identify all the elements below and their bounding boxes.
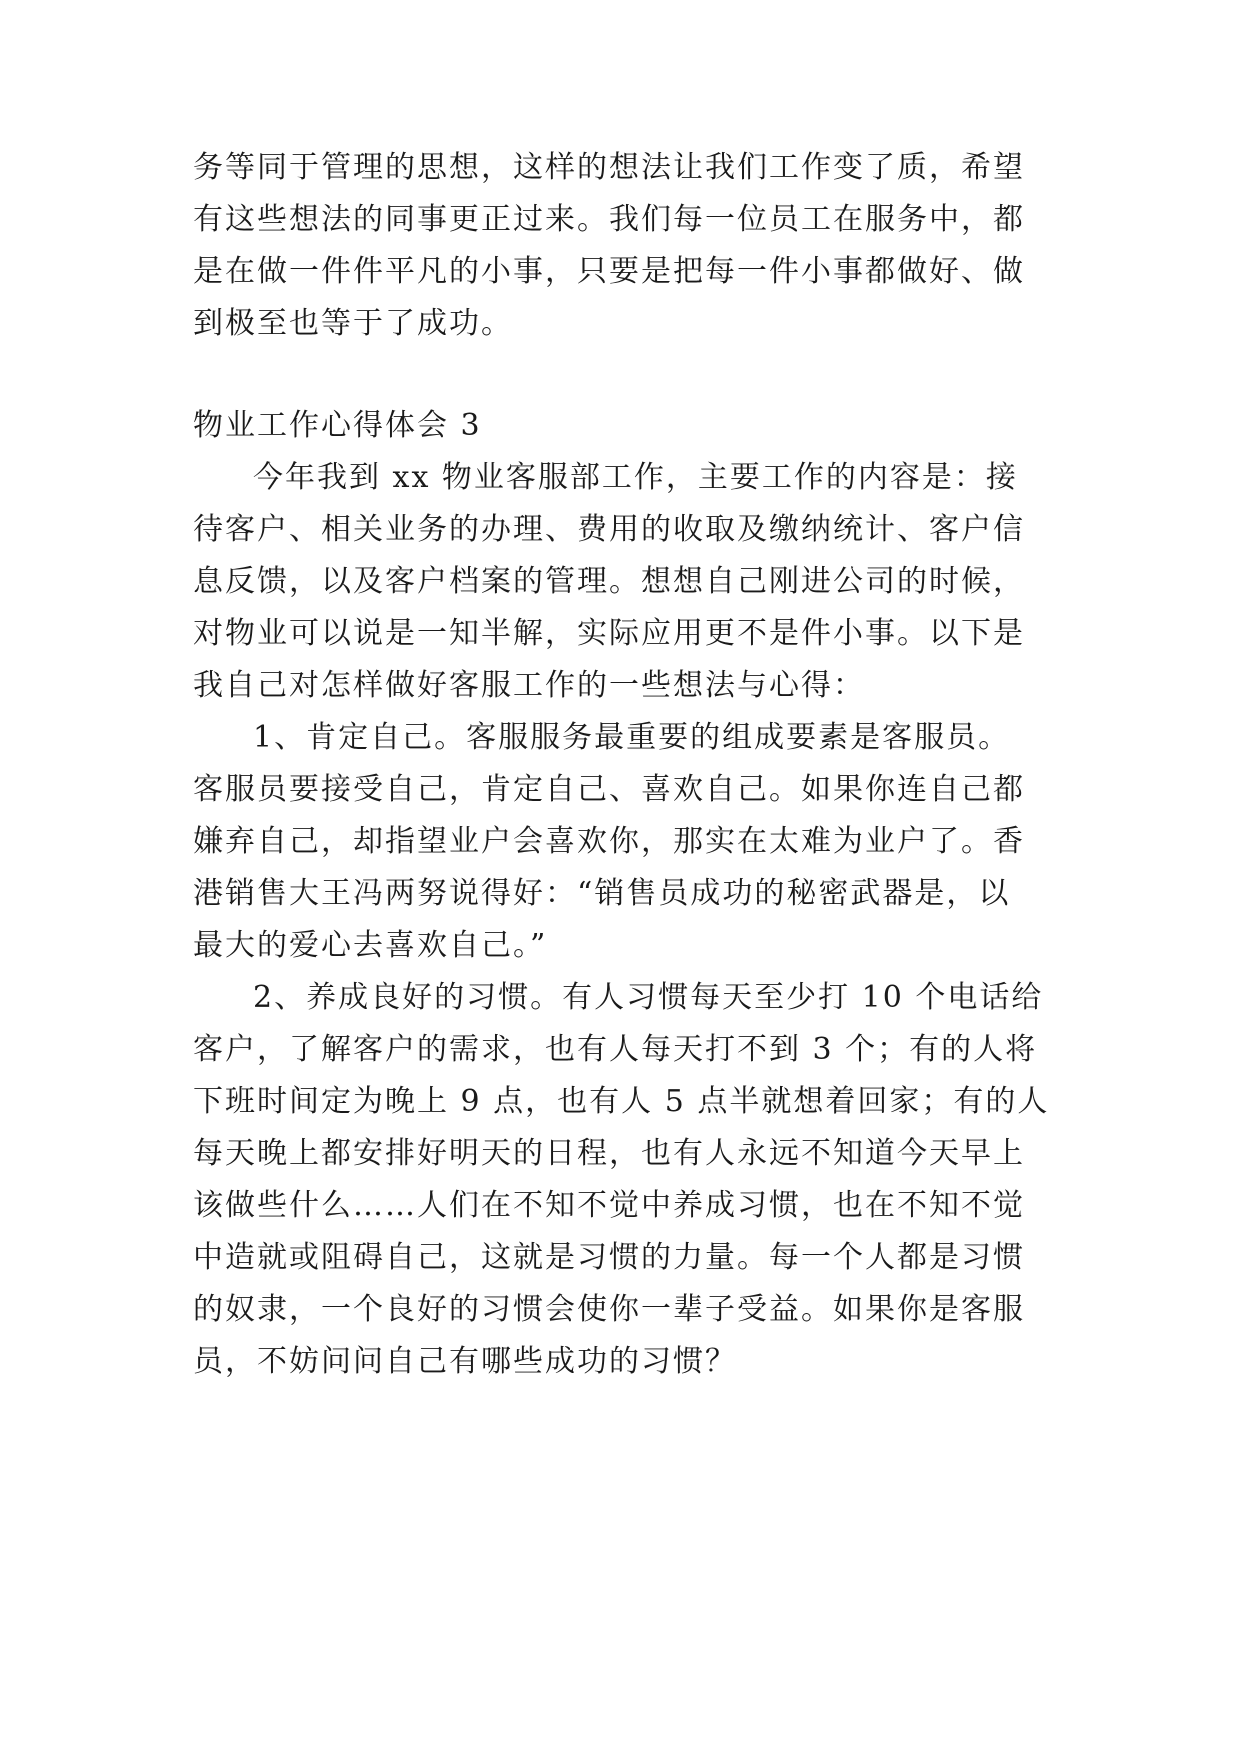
paragraph-line: 对物业可以说是一知半解，实际应用更不是件小事。以下是 (193, 616, 1025, 651)
paragraph-line: 客服员要接受自己，肯定自己、喜欢自己。如果你连自己都 (193, 772, 1025, 807)
paragraph-line: 客户，了解客户的需求，也有人每天打不到 3 个；有的人将 (193, 1032, 1038, 1067)
paragraph-line: 下班时间定为晚上 9 点，也有人 5 点半就想着回家；有的人 (193, 1084, 1050, 1119)
section-heading: 物业工作心得体会 3 (193, 408, 482, 443)
paragraph-line: 是在做一件件平凡的小事，只要是把每一件小事都做好、做 (193, 254, 1025, 289)
paragraph-line: 有这些想法的同事更正过来。我们每一位员工在服务中，都 (193, 202, 1025, 237)
paragraph-line: 我自己对怎样做好客服工作的一些想法与心得： (193, 668, 865, 703)
paragraph-line: 到极至也等于了成功。 (193, 306, 513, 341)
paragraph-line: 息反馈，以及客户档案的管理。想想自己刚进公司的时候， (193, 564, 1025, 599)
paragraph-line: 每天晚上都安排好明天的日程，也有人永远不知道今天早上 (193, 1136, 1025, 1171)
paragraph-line: 嫌弃自己，却指望业户会喜欢你，那实在太难为业户了。香 (193, 824, 1025, 859)
paragraph-line: 港销售大王冯两努说得好：“销售员成功的秘密武器是，以 (193, 876, 1011, 911)
paragraph-line: 待客户、相关业务的办理、费用的收取及缴纳统计、客户信 (193, 512, 1025, 547)
paragraph-line: 今年我到 xx 物业客服部工作，主要工作的内容是：接 (253, 460, 1018, 495)
paragraph-line: 务等同于管理的思想，这样的想法让我们工作变了质，希望 (193, 150, 1025, 185)
paragraph-line: 1、肯定自己。客服服务最重要的组成要素是客服员。 (253, 720, 1011, 755)
paragraph-line: 中造就或阻碍自己，这就是习惯的力量。每一个人都是习惯 (193, 1240, 1025, 1275)
paragraph-line: 员，不妨问问自己有哪些成功的习惯？ (193, 1344, 737, 1379)
paragraph-line: 的奴隶，一个良好的习惯会使你一辈子受益。如果你是客服 (193, 1292, 1025, 1327)
paragraph-line: 最大的爱心去喜欢自己。” (193, 928, 548, 963)
paragraph-line: 2、养成良好的习惯。有人习惯每天至少打 10 个电话给 (253, 980, 1044, 1015)
paragraph-line: 该做些什么……人们在不知不觉中养成习惯，也在不知不觉 (193, 1188, 1025, 1223)
